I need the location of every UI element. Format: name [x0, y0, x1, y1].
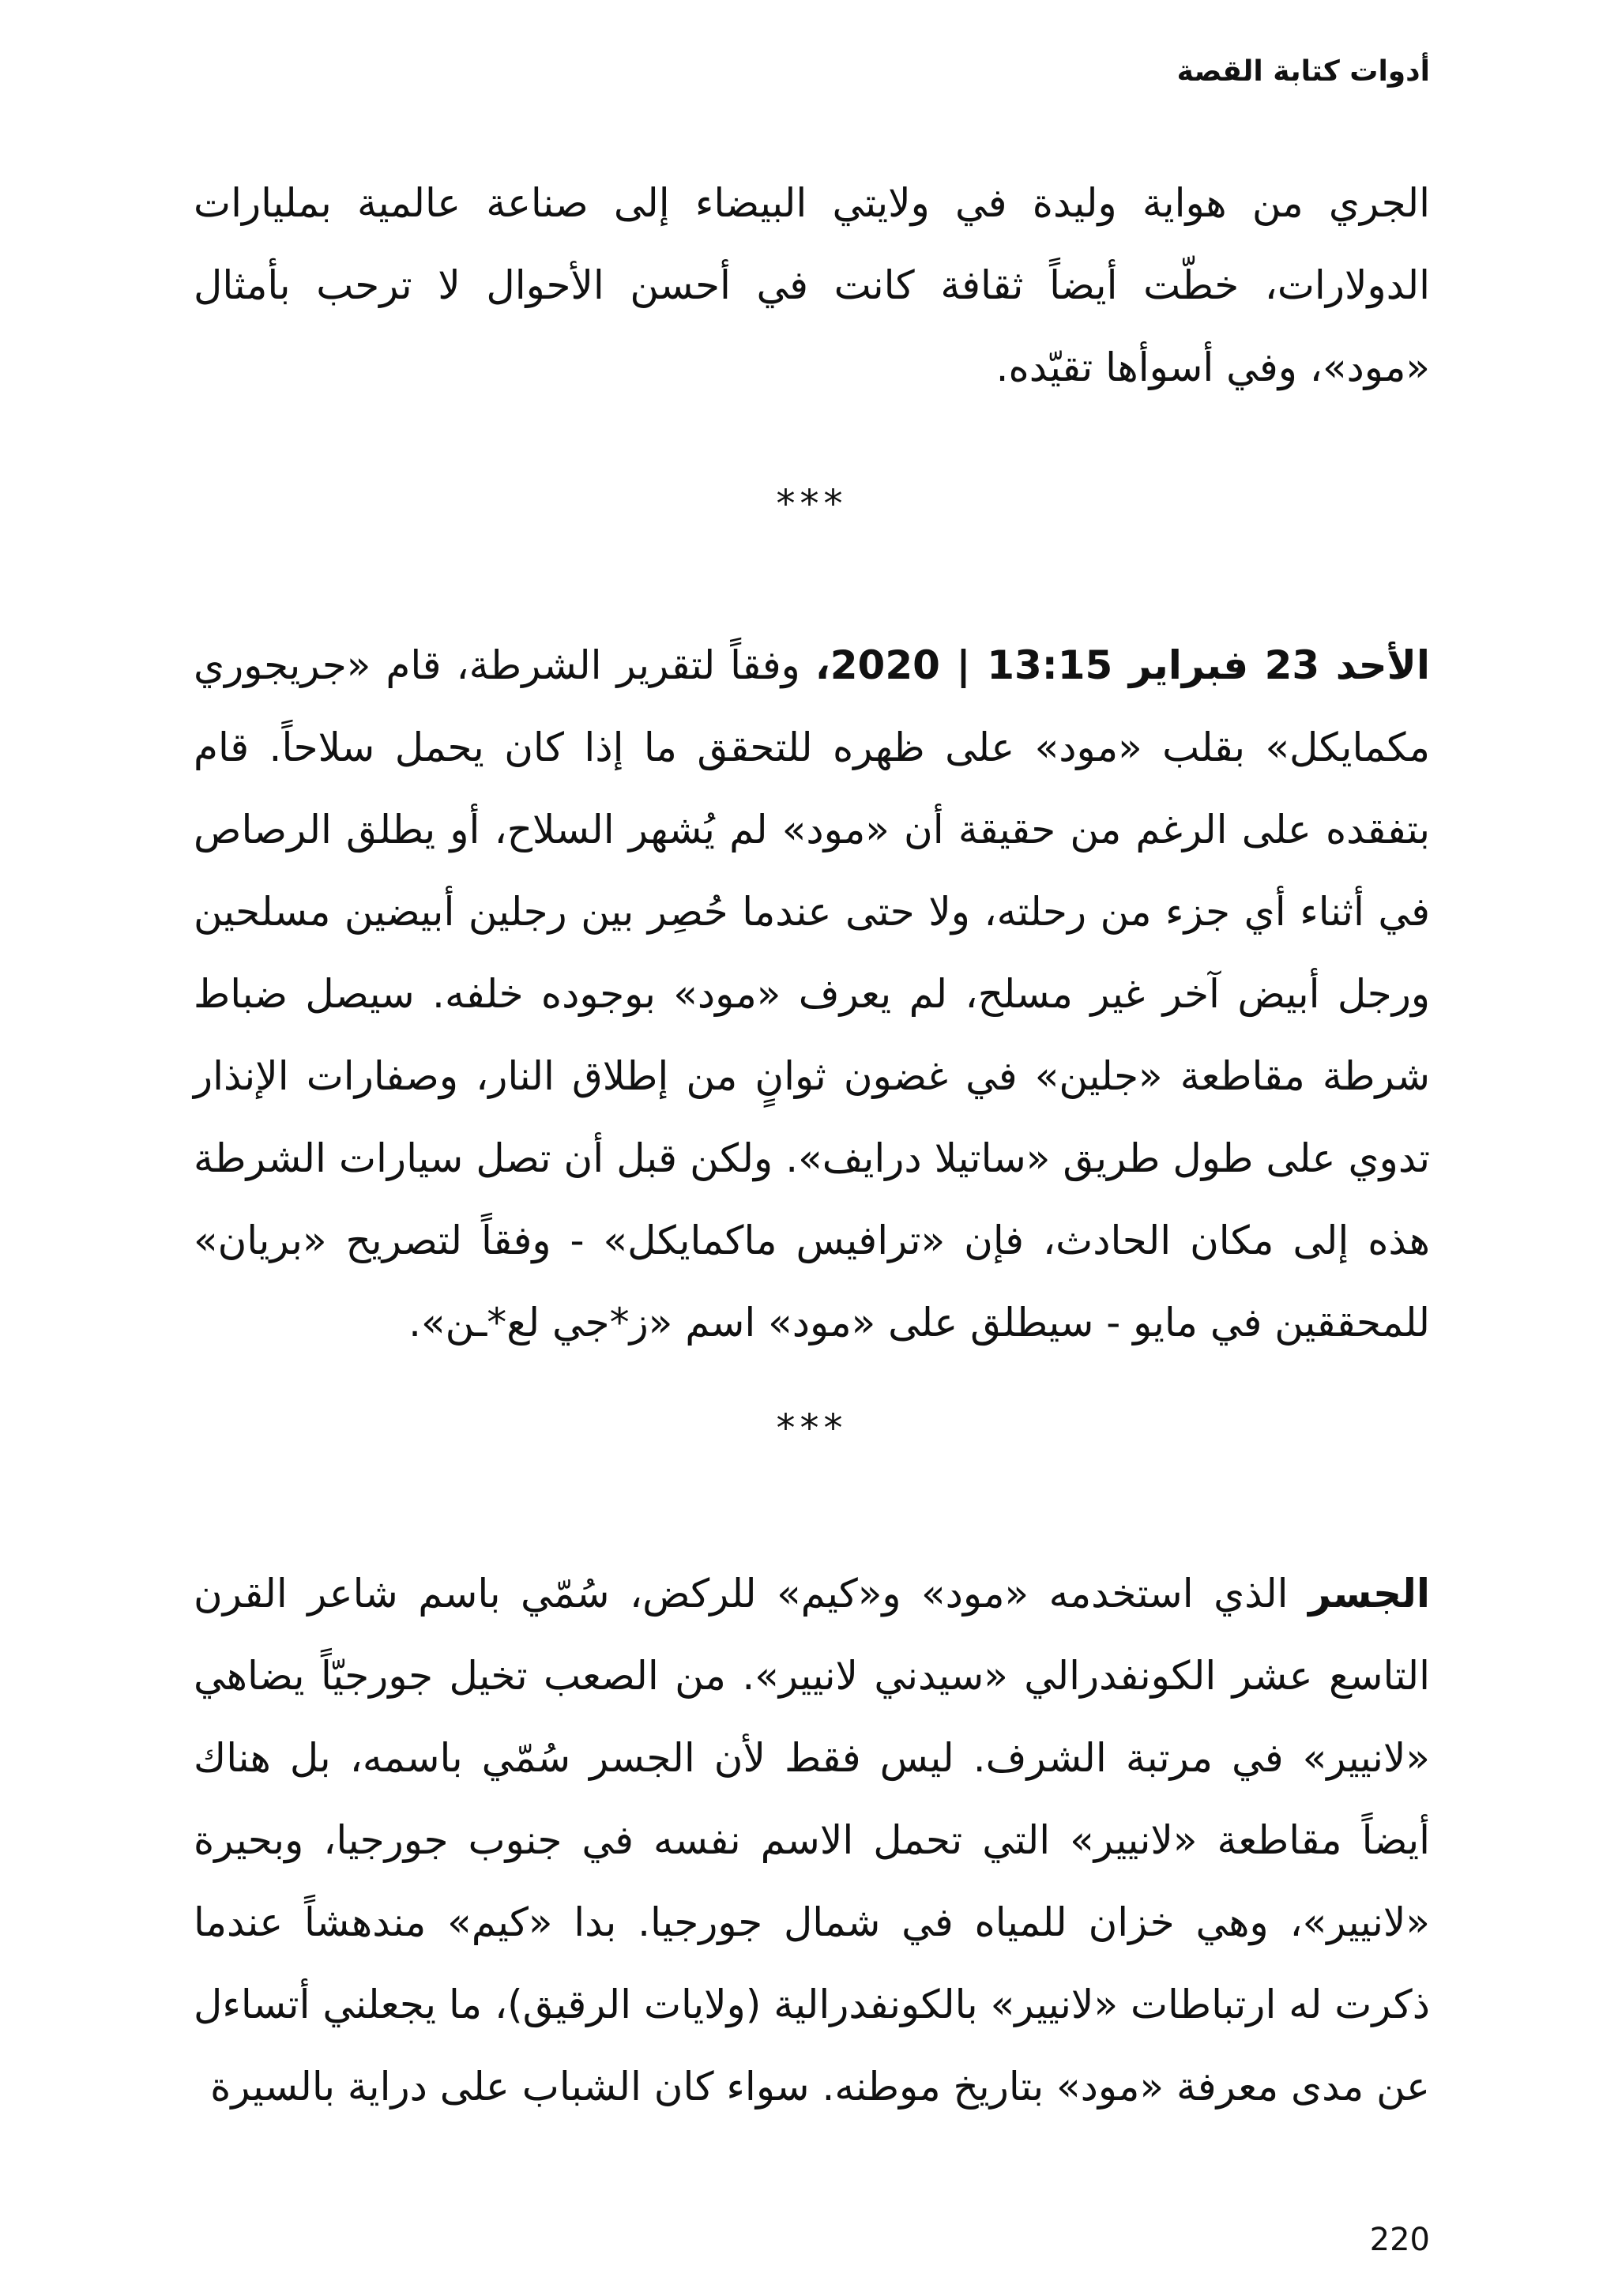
- paragraph-3: [194, 1553, 1430, 2128]
- section-separator-2: ***: [776, 1406, 848, 1451]
- section-separator-1: ***: [776, 482, 848, 526]
- paragraph-2: [194, 624, 1430, 1364]
- paragraph-3-text: الذي استخدمه «مود» و«كيم» للركض، سُمّي باسم شاعر القرن التاسع عشر الكونفدرالي «سيدني لانيير». من الصعب تخيل جورجيّاً يضاهي «لانيير» في مرتبة الشرف. ليس فقط لأن الجسر سُمّي باسمه، بل هناك أيضاً مقاطعة «لانيير» التي تحمل الاسم نفسه في جنوب جورجيا، وبحيرة «لانيير»، وهي خزان للمياه في شمال جورجيا. بدا «كيم» مندهشاً عندما ذكرت له ارتباطات «لانيير» بالكونفدرالية (ولايات الرقيق)، ما يجعلني أتساءل عن مدى معرفة «مود» بتاريخ موطنه. سواء كان الشباب على دراية بالسيرة: [194, 1571, 1430, 2110]
- paragraph-3-lead-word: الجسر: [1308, 1571, 1430, 1617]
- paragraph-2-lead-date: الأحد 23 فبراير 13:15 | 2020،: [815, 642, 1430, 688]
- page-number: 220: [1369, 2222, 1430, 2258]
- paragraph-2-text: وفقاً لتقرير الشرطة، قام «جريجوري مكمايكل» بقلب «مود» على ظهره للتحقق ما إذا كان يحمل سلاحاً. قام بتفقده على الرغم من حقيقة أن «مود» لم يُشهر السلاح، أو يطلق الرصاص في أثناء أي جزء من رحلته، ولا حتى عندما حُصِر بين رجلين أبيضين مسلحين ورجل أبيض آخر غير مسلح، لم يعرف «مود» بوجوده خلفه. سيصل ضباط شرطة مقاطعة «جلين» في غضون ثوانٍ من إطلاق النار، وصفارات الإنذار تدوي على طول طريق «ساتيلا درايف». ولكن قبل أن تصل سيارات الشرطة هذه إلى مكان الحادث، فإن «ترافيس ماكمايكل» - وفقاً لتصريح «بريان» للمحققين في مايو - سيطلق على «مود» اسم «ز*جي لع*ـن».: [194, 642, 1430, 1346]
- paragraph-1: [194, 162, 1430, 408]
- paragraph-1-text: الجري من هواية وليدة في ولايتي البيضاء إلى صناعة عالمية بمليارات الدولارات، خطّت أيضاً ثقافة كانت في أحسن الأحوال لا ترحب بأمثال «مود»، وفي أسوأها تقيّده.: [194, 180, 1430, 390]
- running-head-title: أدوات كتابة القصة: [1176, 55, 1430, 88]
